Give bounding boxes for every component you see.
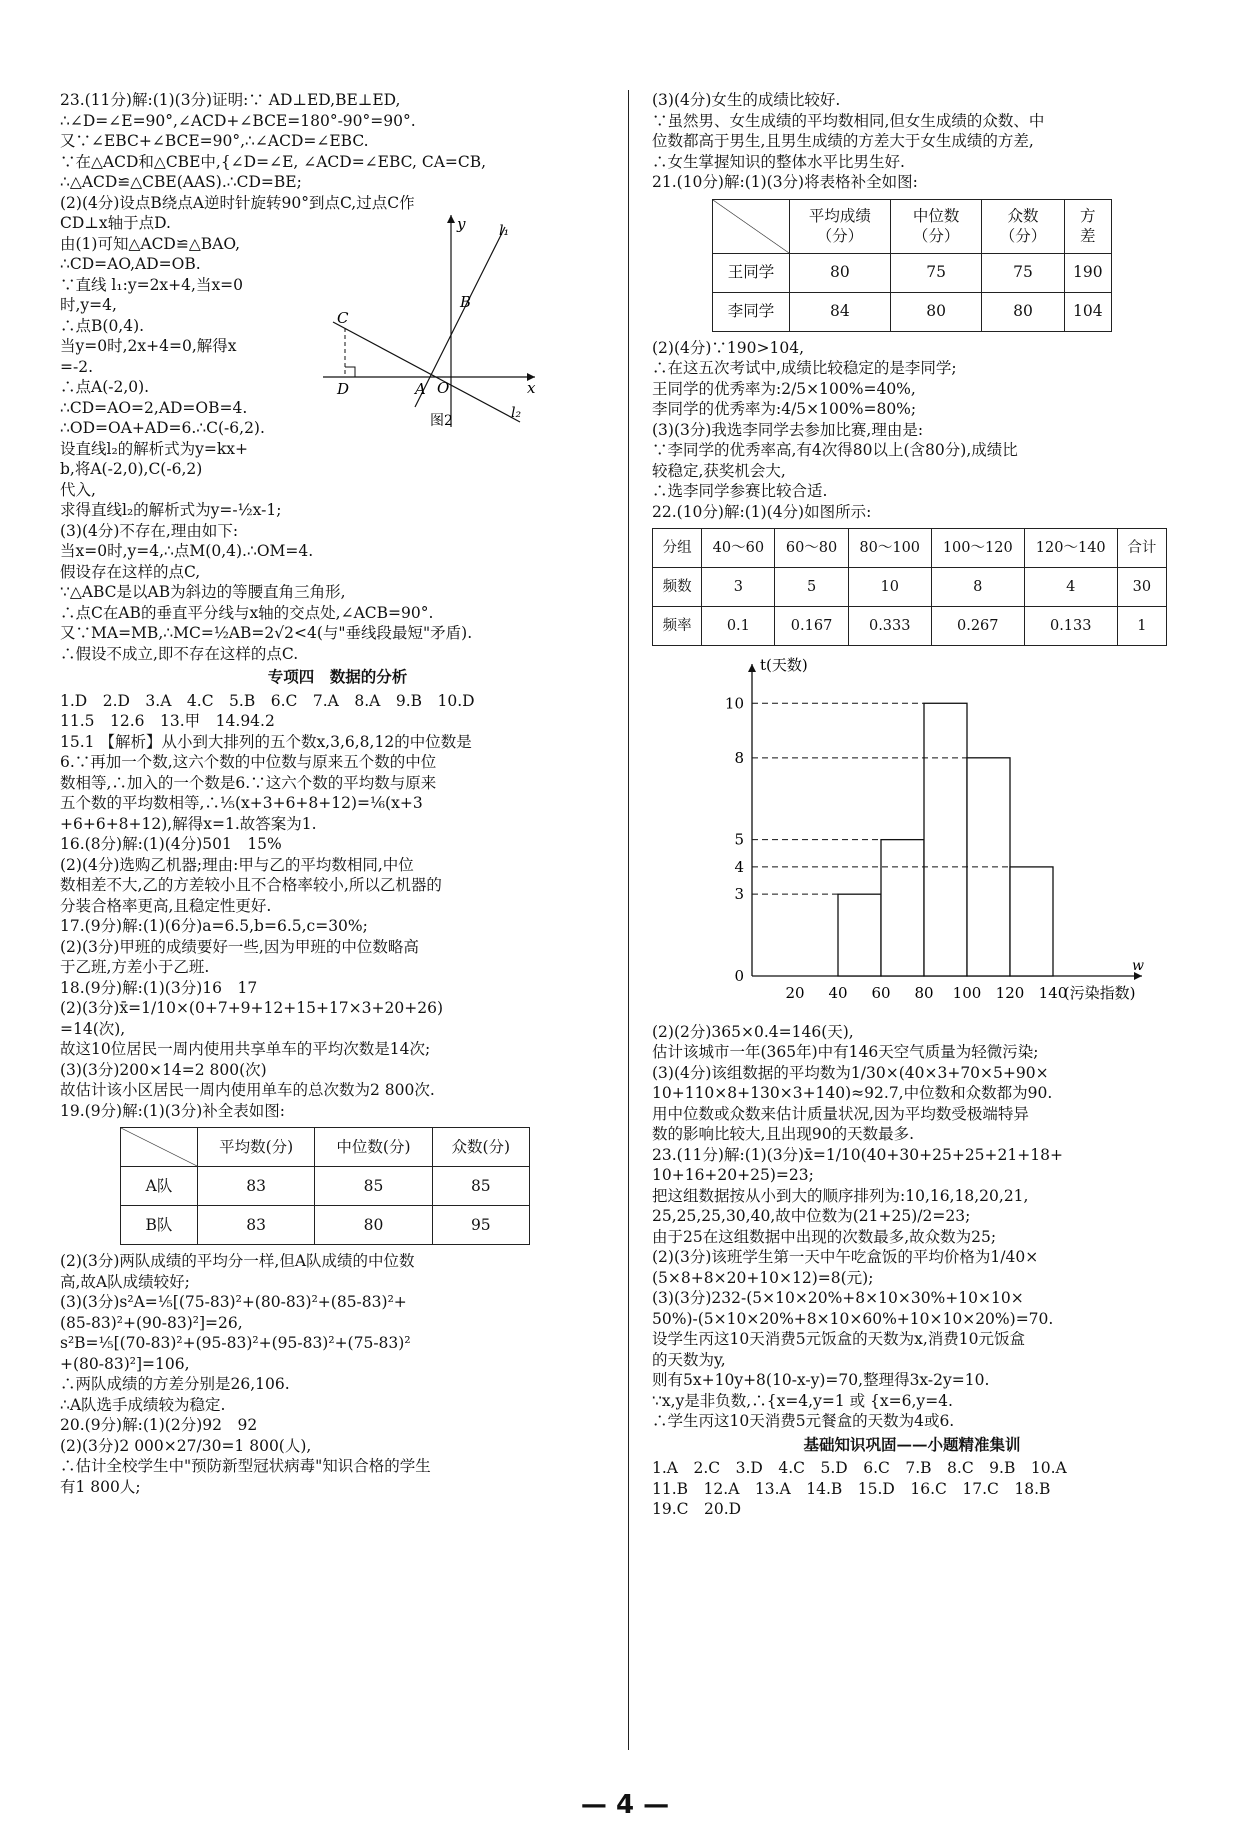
text-line: =14(次), — [60, 1019, 126, 1038]
text-line: ∴A队选手成绩较为稳定. — [60, 1395, 226, 1414]
text-line: 由(1)可知△ACD≌△BAO, — [60, 234, 241, 253]
text-line: ∴学生丙这10天消费5元餐盒的天数为4或6. — [652, 1412, 955, 1430]
x-tick-label: 60 — [871, 984, 891, 1002]
text-line: 故这10位居民一周内使用共享单车的平均次数是14次; — [60, 1040, 431, 1058]
label-b: B — [460, 293, 472, 311]
table-cell: 104 — [1064, 292, 1111, 331]
table-cell: 10 — [848, 568, 931, 607]
histogram-bar — [1010, 867, 1053, 976]
text-line: =-2. — [60, 357, 94, 376]
table-cell: 80～100 — [848, 529, 931, 568]
row-label: 王同学 — [713, 253, 790, 292]
text-line: ∴CD=AO=2,AD=OB=4. — [60, 398, 248, 417]
table-cell: 0.167 — [775, 607, 848, 646]
y-axis-arrow — [447, 215, 455, 223]
table-cell: 0.1 — [702, 607, 775, 646]
table-cell: 75 — [982, 253, 1064, 292]
table-q21 — [712, 199, 1112, 332]
row-label: B队 — [121, 1206, 198, 1245]
table-cell: 5 — [775, 568, 848, 607]
y-tick-label: 4 — [734, 857, 744, 876]
text-line: (3)(3分)我选李同学去参加比赛,理由是: — [652, 420, 924, 439]
text-line: ∴点C在AB的垂直平分线与x轴的交点处,∠ACB=90°. — [60, 603, 434, 622]
table-cell: 80 — [315, 1206, 432, 1245]
left-column — [60, 90, 615, 1497]
page-number: — 4 — — [580, 1790, 670, 1820]
answers-block-4 — [652, 338, 1172, 523]
y-tick-label: 10 — [724, 694, 744, 713]
text-line: 19.(9分)解:(1)(3分)补全表如图: — [60, 1101, 285, 1120]
table-cell: 83 — [198, 1206, 315, 1245]
text-line: (3)(4分)不存在,理由如下: — [60, 521, 239, 540]
text-line: 11.B 12.A 13.A 14.B 15.D 16.C 17.C 18.B — [652, 1479, 1051, 1498]
table-cell: 100～120 — [931, 529, 1024, 568]
figure-caption: 图2 — [430, 413, 453, 429]
text-line: (2)(4分)选购乙机器;理由:甲与乙的平均数相同,中位 — [60, 855, 414, 874]
text-line: 代入, — [60, 480, 96, 499]
text-line: 数的影响比较大,且出现90的天数最多. — [652, 1125, 915, 1143]
text-line: 估计该城市一年(365年)中有146天空气质量为轻微污染; — [652, 1043, 1039, 1061]
text-line: ∵△ABC是以AB为斜边的等腰直角三角形, — [60, 583, 346, 601]
text-line: ∴女生掌握知识的整体水平比男生好. — [652, 152, 905, 171]
column-divider — [628, 90, 629, 1750]
text-line: ∴点A(-2,0). — [60, 378, 150, 396]
text-line: ∴估计全校学生中"预防新型冠状病毒"知识合格的学生 — [60, 1457, 431, 1475]
q23-part2-text — [60, 213, 315, 500]
text-line: 10+110×8+130×3+140)≈92.7,中位数和众数都为90. — [652, 1084, 1053, 1102]
label-d: D — [337, 380, 350, 398]
q23-part2-with-figure — [60, 213, 615, 500]
table-cell: 80 — [790, 253, 891, 292]
table-cell: 75 — [890, 253, 982, 292]
label-y: y — [457, 215, 466, 233]
table-header: 方差 — [1064, 199, 1111, 253]
text-line: ∴在这五次考试中,成绩比较稳定的是李同学; — [652, 359, 957, 377]
text-line: ∵在△ACD和△CBE中,{∠D=∠E, ∠ACD=∠EBC, CA=CB, — [60, 152, 487, 171]
text-line: 当x=0时,y=4,∴点M(0,4).∴OM=4. — [60, 542, 314, 560]
text-line: 位数都高于男生,且男生成绩的方差大于女生成绩的方差, — [652, 132, 1034, 150]
table-cell: 80 — [890, 292, 982, 331]
answers-block-2 — [60, 1251, 615, 1497]
table-cell: 4 — [1024, 568, 1117, 607]
table-header: 平均数(分) — [198, 1128, 315, 1167]
table-row — [653, 607, 1167, 646]
table-cell: 80 — [982, 292, 1064, 331]
y-axis-label: t(天数) — [760, 656, 808, 674]
text-line: 故估计该小区居民一周内使用单车的总次数为2 800次. — [60, 1081, 435, 1099]
text-line: ∵直线 l₁:y=2x+4,当x=0 — [60, 275, 244, 294]
answers-block-1 — [60, 691, 615, 1122]
text-line: 21.(10分)解:(1)(3分)将表格补全如图: — [652, 173, 918, 191]
table-header: 众数(分) — [432, 1128, 529, 1167]
text-line: 20.(9分)解:(1)(2分)92 92 — [60, 1416, 258, 1434]
label-c: C — [337, 309, 349, 327]
row-label: 频数 — [653, 568, 702, 607]
table-corner — [121, 1128, 198, 1167]
text-line: 数相等,∴加入的一个数是6.∵这六个数的平均数与原来 — [60, 773, 437, 792]
table-row — [121, 1206, 530, 1245]
text-line: 23.(11分)解:(1)(3分)x̄=1/10(40+30+25+25+21+18+ — [652, 1145, 1063, 1164]
text-line: ∵x,y是非负数,∴{x=4,y=1 或 {x=6,y=4. — [652, 1391, 953, 1410]
histogram-bar — [924, 703, 967, 976]
label-a: A — [415, 380, 426, 398]
text-line: 设学生丙这10天消费5元饭盒的天数为x,消费10元饭盒 — [652, 1330, 1025, 1348]
answers-block-3 — [652, 90, 1172, 193]
text-line: (3)(4分)女生的成绩比较好. — [652, 91, 841, 109]
table-header: 平均成绩（分） — [790, 199, 891, 253]
text-line: 50%)-(5×10×20%+8×10×60%+10×10×20%)=70. — [652, 1309, 1054, 1328]
text-line: 18.(9分)解:(1)(3分)16 17 — [60, 978, 258, 997]
text-line: (3)(3分)s²A=⅕[(75-83)²+(80-83)²+(85-83)²+ — [60, 1293, 407, 1311]
text-line: (2)(3分)该班学生第一天中午吃盒饭的平均价格为1/40× — [652, 1248, 1039, 1266]
text-line: 22.(10分)解:(1)(4分)如图所示: — [652, 502, 872, 521]
y-tick-label: 0 — [734, 967, 744, 985]
text-line: (2)(2分)365×0.4=146(天), — [652, 1022, 854, 1041]
line-l1 — [415, 227, 505, 407]
text-line: 16.(8分)解:(1)(4分)501 15% — [60, 835, 282, 853]
table-q22 — [652, 528, 1167, 646]
y-tick-label: 5 — [734, 830, 744, 849]
table-cell: 8 — [931, 568, 1024, 607]
table-cell: 0.333 — [848, 607, 931, 646]
label-o: O — [437, 379, 450, 397]
table-cell: 60～80 — [775, 529, 848, 568]
table-q19 — [120, 1127, 530, 1245]
text-line: 10+16+20+25)=23; — [652, 1166, 814, 1184]
table-header: 中位数（分） — [890, 199, 982, 253]
text-line: 11.5 12.6 13.甲 14.94.2 — [60, 712, 275, 730]
table-cell: 84 — [790, 292, 891, 331]
text-line: 17.(9分)解:(1)(6分)a=6.5,b=6.5,c=30%; — [60, 917, 368, 935]
text-line: ∴点B(0,4). — [60, 316, 145, 335]
text-line: b,将A(-2,0),C(-6,2) — [60, 460, 203, 478]
q23-part1 — [60, 90, 615, 213]
text-line: 王同学的优秀率为:2/5×100%=40%, — [652, 379, 916, 398]
q23-part3 — [60, 500, 615, 664]
x-axis-label: w — [1132, 958, 1144, 974]
label-x: x — [527, 379, 536, 397]
row-label: 分组 — [653, 529, 702, 568]
table-cell: 0.133 — [1024, 607, 1117, 646]
text-line: 较稳定,获奖机会大, — [652, 461, 786, 480]
text-line: 由于25在这组数据中出现的次数最多,故众数为25; — [652, 1227, 997, 1246]
text-line: (3)(4分)该组数据的平均数为1/30×(40×3+70×5+90× — [652, 1063, 1049, 1082]
label-l1: l₁ — [499, 223, 510, 239]
text-line: (5×8+8×20+10×12)=8(元); — [652, 1268, 874, 1287]
text-line: +(80-83)²]=106, — [60, 1354, 190, 1373]
text-line: 1.A 2.C 3.D 4.C 5.D 6.C 7.B 8.C 9.B 10.A — [652, 1459, 1067, 1477]
text-line: 于乙班,方差小于乙班. — [60, 958, 210, 976]
table-header: 众数（分） — [982, 199, 1064, 253]
text-line: 数相差不大,乙的方差较小且不合格率较小,所以乙机器的 — [60, 876, 442, 894]
text-line: (3)(3分)232-(5×10×20%+8×10×30%+10×10× — [652, 1289, 1024, 1307]
y-axis-arrow — [748, 664, 756, 672]
right-column — [652, 90, 1172, 1520]
row-label: 李同学 — [713, 292, 790, 331]
text-line: 把这组数据按从小到大的顺序排列为:10,16,18,20,21, — [652, 1186, 1029, 1205]
text-line: 假设存在这样的点C, — [60, 562, 201, 581]
text-line: 五个数的平均数相等,∴⅕(x+3+6+8+12)=⅙(x+3 — [60, 794, 423, 812]
table-row — [653, 529, 1167, 568]
y-tick-label: 8 — [734, 748, 744, 767]
text-line: (2)(4分)设点B绕点A逆时针旋转90°到点C,过点C作 — [60, 193, 415, 212]
text-line: 23.(11分)解:(1)(3分)证明:∵ AD⊥ED,BE⊥ED, — [60, 91, 401, 109]
text-line: (2)(3分)两队成绩的平均分一样,但A队成绩的中位数 — [60, 1252, 415, 1270]
text-line: 的天数为y, — [652, 1350, 726, 1369]
right-angle-mark — [345, 367, 355, 377]
table-cell: 190 — [1064, 253, 1111, 292]
text-line: 15.1 【解析】从小到大排列的五个数x,3,6,8,12的中位数是 — [60, 732, 472, 751]
text-line: (2)(4分)∵190>104, — [652, 338, 804, 357]
table-cell: 120～140 — [1024, 529, 1117, 568]
text-line: ∴△ACD≌△CBE(AAS).∴CD=BE; — [60, 173, 302, 191]
answers-block-5 — [652, 1022, 1172, 1432]
table-header: 中位数(分) — [315, 1128, 432, 1167]
text-line: (2)(3分)2 000×27/30=1 800(人), — [60, 1436, 312, 1455]
table-row — [121, 1167, 530, 1206]
text-line: ∵李同学的优秀率高,有4次得80以上(含80分),成绩比 — [652, 441, 1018, 459]
table-cell: 95 — [432, 1206, 529, 1245]
table-row — [713, 253, 1112, 292]
histogram-bar — [881, 840, 924, 976]
text-line: 25,25,25,30,40,故中位数为(21+25)/2=23; — [652, 1207, 971, 1225]
coordinate-figure-2 — [315, 207, 545, 437]
table-cell: 40～60 — [702, 529, 775, 568]
table-corner — [713, 199, 790, 253]
text-line: ∴∠D=∠E=90°,∠ACD+∠BCE=180°-90°=90°. — [60, 111, 416, 130]
row-label: 频率 — [653, 607, 702, 646]
text-line: ∴假设不成立,即不存在这样的点C. — [60, 644, 299, 663]
table-cell: 83 — [198, 1167, 315, 1206]
text-line: s²B=⅕[(70-83)²+(95-83)²+(95-83)²+(75-83)² — [60, 1334, 411, 1352]
text-line: 19.C 20.D — [652, 1500, 742, 1518]
text-line: (2)(3分)x̄=1/10×(0+7+9+12+15+17×3+20+26) — [60, 999, 443, 1017]
text-line: (3)(3分)200×14=2 800(次) — [60, 1060, 267, 1079]
table-row — [653, 568, 1167, 607]
text-line: ∴CD=AO,AD=OB. — [60, 255, 201, 273]
x-tick-label: 80 — [914, 984, 934, 1002]
table-cell: 85 — [432, 1167, 529, 1206]
table-row — [121, 1128, 530, 1167]
text-line: ∴选李同学参赛比较合适. — [652, 482, 828, 500]
answers-block-6 — [652, 1458, 1172, 1520]
row-label: A队 — [121, 1167, 198, 1206]
x-tick-label: 120 — [995, 984, 1025, 1002]
table-row — [713, 199, 1112, 253]
section-title: 专项四 数据的分析 — [267, 667, 408, 686]
x-tick-label: 140 — [1038, 984, 1068, 1002]
text-line: 设直线l₂的解析式为y=kx+ — [60, 439, 249, 458]
text-line: 6.∵再加一个数,这六个数的中位数与原来五个数的中位 — [60, 753, 437, 771]
table-cell: 85 — [315, 1167, 432, 1206]
text-line: CD⊥x轴于点D. — [60, 214, 171, 232]
text-line: 分装合格率更高,且稳定性更好. — [60, 896, 272, 915]
text-line: 1.D 2.D 3.A 4.C 5.B 6.C 7.A 8.A 9.B 10.D — [60, 691, 475, 710]
text-line: ∴两队成绩的方差分别是26,106. — [60, 1375, 290, 1393]
table-cell: 0.267 — [931, 607, 1024, 646]
histogram-chart — [712, 656, 1192, 1016]
text-line: ∵虽然男、女生成绩的平均数相同,但女生成绩的众数、中 — [652, 111, 1045, 130]
text-line: +6+6+8+12),解得x=1.故答案为1. — [60, 814, 317, 833]
histogram-bar — [838, 894, 881, 976]
x-tick-label: 20 — [785, 984, 805, 1002]
text-line: 时,y=4, — [60, 296, 117, 314]
text-line: 则有5x+10y+8(10-x-y)=70,整理得3x-2y=10. — [652, 1371, 990, 1389]
table-cell: 3 — [702, 568, 775, 607]
text-line: (85-83)²+(90-83)²]=26, — [60, 1313, 243, 1332]
text-line: 用中位数或众数来估计质量状况,因为平均数受极端特异 — [652, 1104, 1029, 1123]
line-l2 — [333, 322, 520, 422]
label-l2: l₂ — [511, 405, 522, 421]
text-line: 有1 800人; — [60, 1477, 141, 1496]
x-axis-unit: (污染指数) — [1063, 984, 1136, 1002]
table-cell: 30 — [1117, 568, 1166, 607]
text-line: 高,故A队成绩较好; — [60, 1272, 190, 1291]
text-line: 又∵∠EBC+∠BCE=90°,∴∠ACD=∠EBC. — [60, 132, 369, 150]
table-row — [713, 292, 1112, 331]
text-line: 求得直线l₂的解析式为y=-½x-1; — [60, 501, 282, 519]
section-title-2: 基础知识巩固——小题精准集训 — [803, 1434, 1021, 1454]
x-tick-label: 100 — [952, 984, 982, 1002]
x-tick-label: 40 — [828, 984, 848, 1002]
table-cell: 1 — [1117, 607, 1166, 646]
text-line: ∴OD=OA+AD=6.∴C(-6,2). — [60, 419, 265, 437]
table-cell: 合计 — [1117, 529, 1166, 568]
y-tick-label: 3 — [734, 885, 744, 904]
text-line: 当y=0时,2x+4=0,解得x — [60, 337, 237, 355]
text-line: 李同学的优秀率为:4/5×100%=80%; — [652, 400, 917, 418]
text-line: (2)(3分)甲班的成绩要好一些,因为甲班的中位数略高 — [60, 937, 419, 956]
text-line: 又∵MA=MB,∴MC=½AB=2√2<4(与"垂线段最短"矛盾). — [60, 624, 473, 642]
